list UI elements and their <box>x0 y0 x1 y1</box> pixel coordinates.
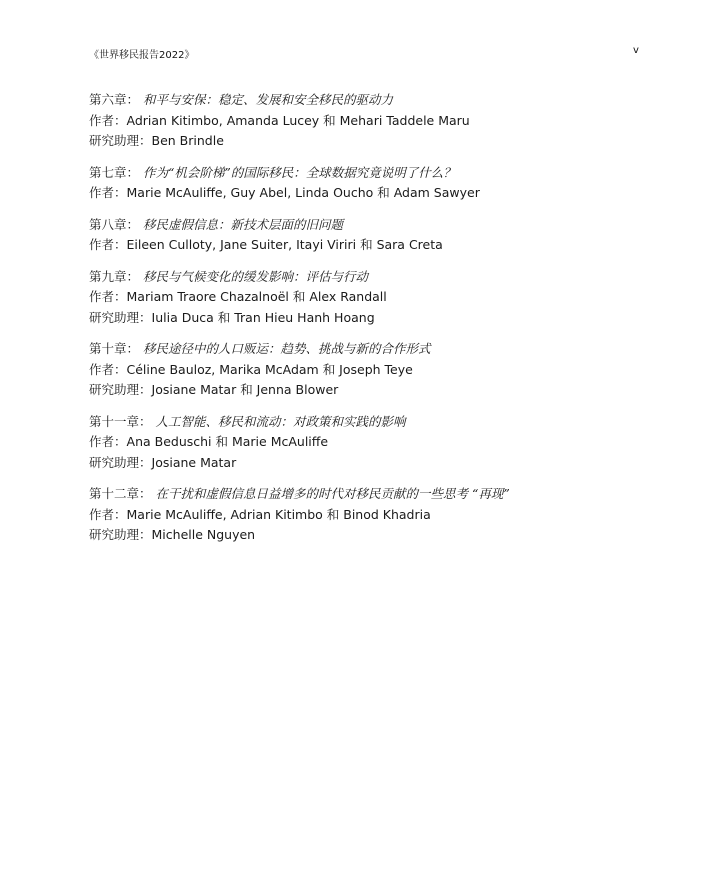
chapter-heading <box>89 484 669 505</box>
assistants-line <box>89 308 669 329</box>
authors-line <box>89 432 669 453</box>
assistants-names: Iulia Duca 和 Tran Hieu Hanh Hoang <box>151 309 375 325</box>
chapter-title: 移民与气候变化的缓发影响：评估与行动 <box>143 268 369 284</box>
authors-line <box>89 505 669 526</box>
assistants-line <box>89 453 669 474</box>
authors-line <box>89 183 669 204</box>
chapter-7 <box>89 163 669 204</box>
authors-names: Adrian Kitimbo, Amanda Lucey 和 Mehari Taddele Maru <box>126 112 470 128</box>
chapter-9 <box>89 267 669 329</box>
chapter-heading <box>89 163 669 184</box>
authors-line <box>89 111 669 132</box>
chapter-heading <box>89 412 669 433</box>
assistants-label: 研究助理： <box>89 309 152 325</box>
assistants-names: Josiane Matar 和 Jenna Blower <box>151 382 339 397</box>
chapter-heading <box>89 339 669 360</box>
running-header-title: 《世界移民报告2022》 <box>89 50 195 61</box>
authors-line <box>89 287 669 308</box>
chapter-8 <box>89 215 669 256</box>
chapter-number: 第十二章： <box>89 486 152 501</box>
chapter-number: 第十章： <box>89 341 140 356</box>
chapter-10 <box>89 339 669 401</box>
assistants-names: Ben Brindle <box>151 133 224 148</box>
authors-names: Mariam Traore Chazalnoël 和 Alex Randall <box>126 289 387 304</box>
chapter-title: 和平与安保：稳定、发展和安全移民的驱动力 <box>143 92 394 107</box>
assistants-names: Michelle Nguyen <box>151 527 256 542</box>
authors-label: 作者： <box>89 434 127 449</box>
chapter-11 <box>89 412 669 474</box>
assistants-names: Josiane Matar <box>151 454 237 470</box>
chapter-number: 第九章： <box>89 268 140 284</box>
chapter-12 <box>89 484 669 546</box>
assistants-line <box>89 525 669 546</box>
chapter-number: 第六章： <box>89 92 140 107</box>
chapter-title: 移民虚假信息：新技术层面的旧问题 <box>143 216 344 232</box>
authors-names: Céline Bauloz, Marika McAdam 和 Joseph Teye <box>126 361 413 377</box>
page-number: v <box>633 45 639 56</box>
authors-names: Marie McAuliffe, Guy Abel, Linda Oucho 和 Adam Sawyer <box>126 185 480 200</box>
chapter-title: 在干扰和虚假信息日益增多的时代对移民贡献的一些思考 “再现” <box>155 486 510 501</box>
authors-label: 作者： <box>89 237 127 252</box>
chapter-credits-list <box>89 90 669 557</box>
authors-label: 作者： <box>89 185 127 200</box>
chapter-title: 作为“机会阶梯”的国际移民：全球数据究竟说明了什么？ <box>143 164 456 180</box>
chapter-heading <box>89 90 669 111</box>
authors-label: 作者： <box>89 112 127 128</box>
authors-line <box>89 235 669 256</box>
chapter-title: 移民途径中的人口贩运：趋势、挑战与新的合作形式 <box>143 341 431 356</box>
chapter-heading <box>89 215 669 236</box>
assistants-label: 研究助理： <box>89 454 152 470</box>
chapter-number: 第八章： <box>89 216 140 232</box>
assistants-label: 研究助理： <box>89 133 152 148</box>
authors-names: Marie McAuliffe, Adrian Kitimbo 和 Binod Khadria <box>126 506 431 522</box>
authors-label: 作者： <box>89 506 127 522</box>
chapter-number: 第十一章： <box>89 413 152 429</box>
authors-label: 作者： <box>89 289 127 304</box>
assistants-line <box>89 131 669 152</box>
assistants-label: 研究助理： <box>89 382 152 397</box>
assistants-line <box>89 380 669 401</box>
chapter-title: 人工智能、移民和流动：对政策和实践的影响 <box>155 413 406 429</box>
authors-names: Eileen Culloty, Jane Suiter, Itayi Viriri 和 Sara Creta <box>126 237 443 252</box>
authors-label: 作者： <box>89 361 127 377</box>
authors-line <box>89 360 669 381</box>
authors-names: Ana Beduschi 和 Marie McAuliffe <box>126 434 329 449</box>
assistants-label: 研究助理： <box>89 527 152 542</box>
chapter-heading <box>89 267 669 288</box>
chapter-6 <box>89 90 669 152</box>
chapter-number: 第七章： <box>89 164 140 180</box>
